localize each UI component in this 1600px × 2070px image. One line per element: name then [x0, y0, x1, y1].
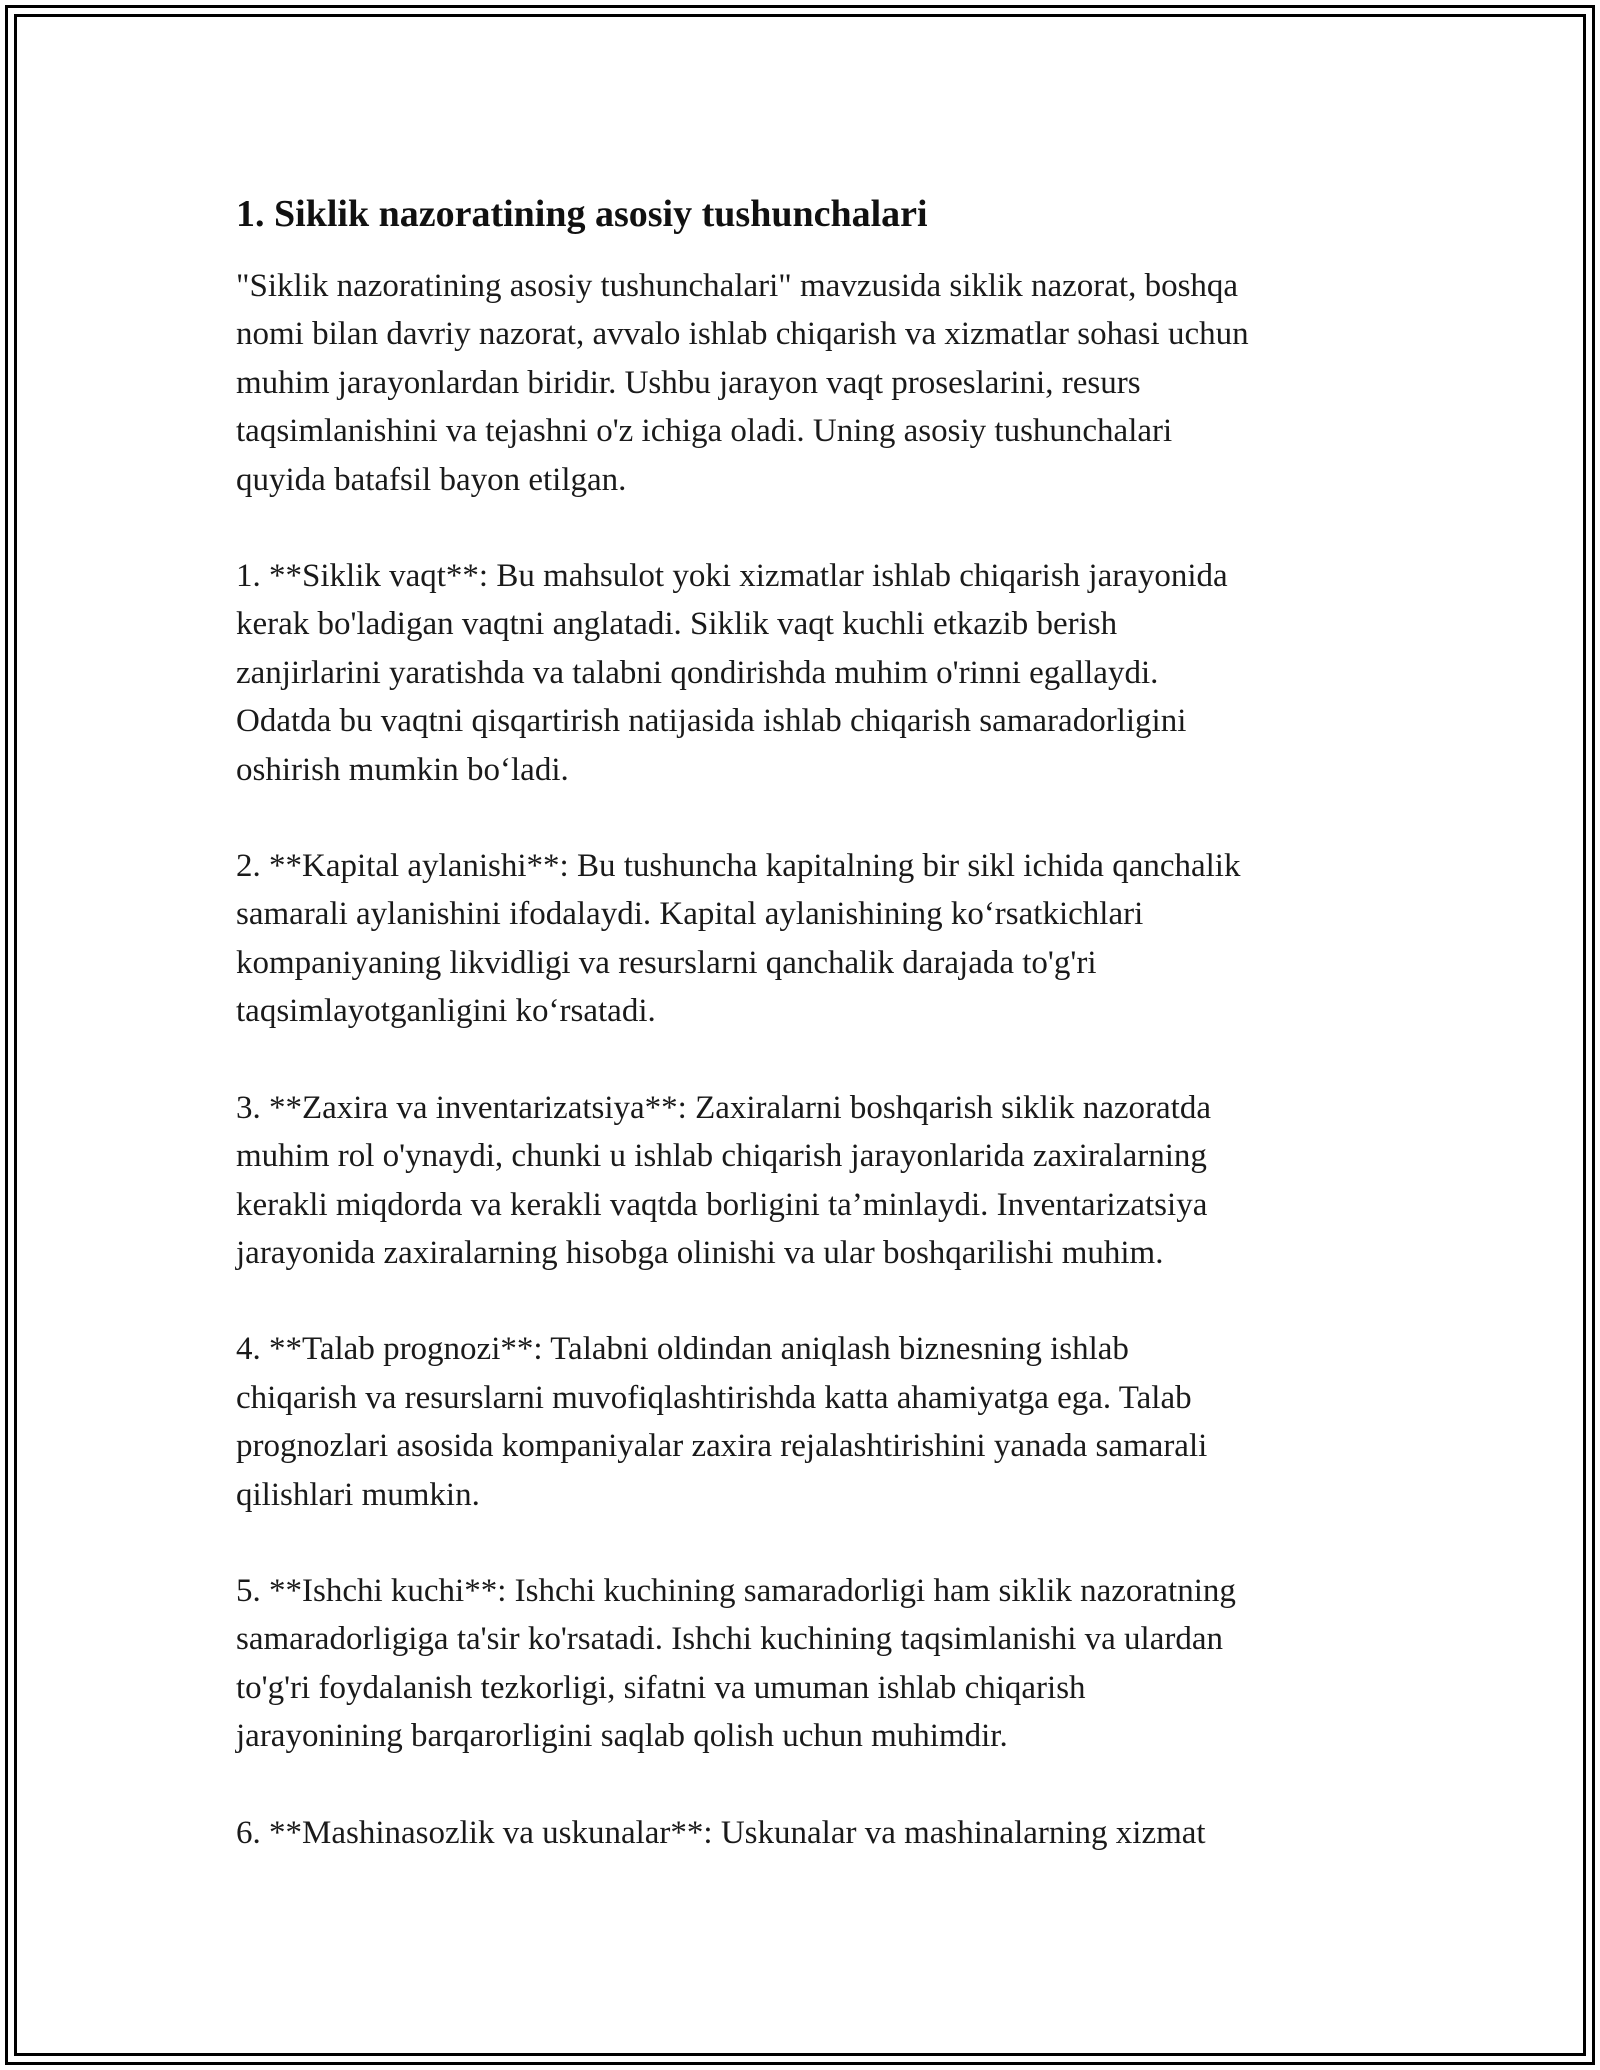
text-line: muhim rol o'ynaydi, chunki u ishlab chiqarish jarayonlarida zaxiralarning: [236, 1138, 1207, 1175]
text-line: taqsimlanishini va tejashni o'z ichiga oladi. Uning asosiy tushunchalari: [236, 413, 1173, 450]
text-line: 6. **Mashinasozlik va uskunalar**: Uskunalar va mashinalarning xizmat: [236, 1814, 1206, 1851]
text-line: quyida batafsil bayon etilgan.: [236, 461, 627, 498]
text-line: oshirish mumkin bo‘ladi.: [236, 751, 569, 788]
text-line: nomi bilan davriy nazorat, avvalo ishlab chiqarish va xizmatlar sohasi uchun: [236, 316, 1249, 353]
text-line: 3. **Zaxira va inventarizatsiya**: Zaxiralarni boshqarish siklik nazoratda: [236, 1089, 1211, 1126]
document-title: 1. Siklik nazoratining asosiy tushunchalari: [236, 193, 928, 235]
paragraph-kapital-aylanishi: [236, 842, 1396, 1036]
text-line: 2. **Kapital aylanishi**: Bu tushuncha kapitalning bir sikl ichida qanchalik: [236, 848, 1241, 885]
text-line: jarayonining barqarorligini saqlab qolish uchun muhimdir.: [236, 1718, 1008, 1755]
paragraph-talab-prognozi: [236, 1325, 1396, 1519]
text-line: prognozlari asosida kompaniyalar zaxira rejalashtirishini yanada samarali: [236, 1428, 1208, 1465]
text-line: zanjirlarini yaratishda va talabni qondirishda muhim o'rinni egallaydi.: [236, 654, 1159, 691]
text-line: samarali aylanishini ifodalaydi. Kapital aylanishining ko‘rsatkichlari: [236, 896, 1144, 933]
paragraph-siklik-vaqt: [236, 552, 1396, 794]
paragraph-ishchi-kuchi: [236, 1567, 1396, 1761]
text-line: 1. **Siklik vaqt**: Bu mahsulot yoki xizmatlar ishlab chiqarish jarayonida: [236, 558, 1228, 595]
text-line: Odatda bu vaqtni qisqartirish natijasida ishlab chiqarish samaradorligini: [236, 703, 1187, 740]
paragraph-zaxira-inventarizatsiya: [236, 1084, 1396, 1278]
intro-paragraph: [236, 262, 1396, 504]
text-line: taqsimlayotganligini ko‘rsatadi.: [236, 993, 656, 1030]
text-line: 5. **Ishchi kuchi**: Ishchi kuchining samaradorligi ham siklik nazoratning: [236, 1572, 1236, 1609]
text-line: jarayonida zaxiralarning hisobga olinishi va ular boshqarilishi muhim.: [236, 1234, 1164, 1271]
text-line: kerak bo'ladigan vaqtni anglatadi. Siklik vaqt kuchli etkazib berish: [236, 606, 1118, 643]
text-line: chiqarish va resurslarni muvofiqlashtirishda katta ahamiyatga ega. Talab: [236, 1379, 1192, 1416]
text-line: 4. **Talab prognozi**: Talabni oldindan aniqlash biznesning ishlab: [236, 1331, 1129, 1368]
text-line: to'g'ri foydalanish tezkorligi, sifatni va umuman ishlab chiqarish: [236, 1669, 1086, 1706]
document-body: [236, 186, 1396, 1905]
text-line: qilishlari mumkin.: [236, 1476, 480, 1513]
paragraph-mashinasozlik: [236, 1809, 1396, 1857]
text-line: muhim jarayonlardan biridir. Ushbu jarayon vaqt proseslarini, resurs: [236, 364, 1141, 401]
text-line: kerakli miqdorda va kerakli vaqtda borligini ta’minlaydi. Inventarizatsiya: [236, 1186, 1208, 1223]
text-line: samaradorligiga ta'sir ko'rsatadi. Ishchi kuchining taqsimlanishi va ulardan: [236, 1621, 1223, 1658]
text-line: kompaniyaning likvidligi va resurslarni qanchalik darajada to'g'ri: [236, 944, 1097, 981]
text-line: "Siklik nazoratining asosiy tushunchalari" mavzusida siklik nazorat, boshqa: [236, 268, 1239, 304]
